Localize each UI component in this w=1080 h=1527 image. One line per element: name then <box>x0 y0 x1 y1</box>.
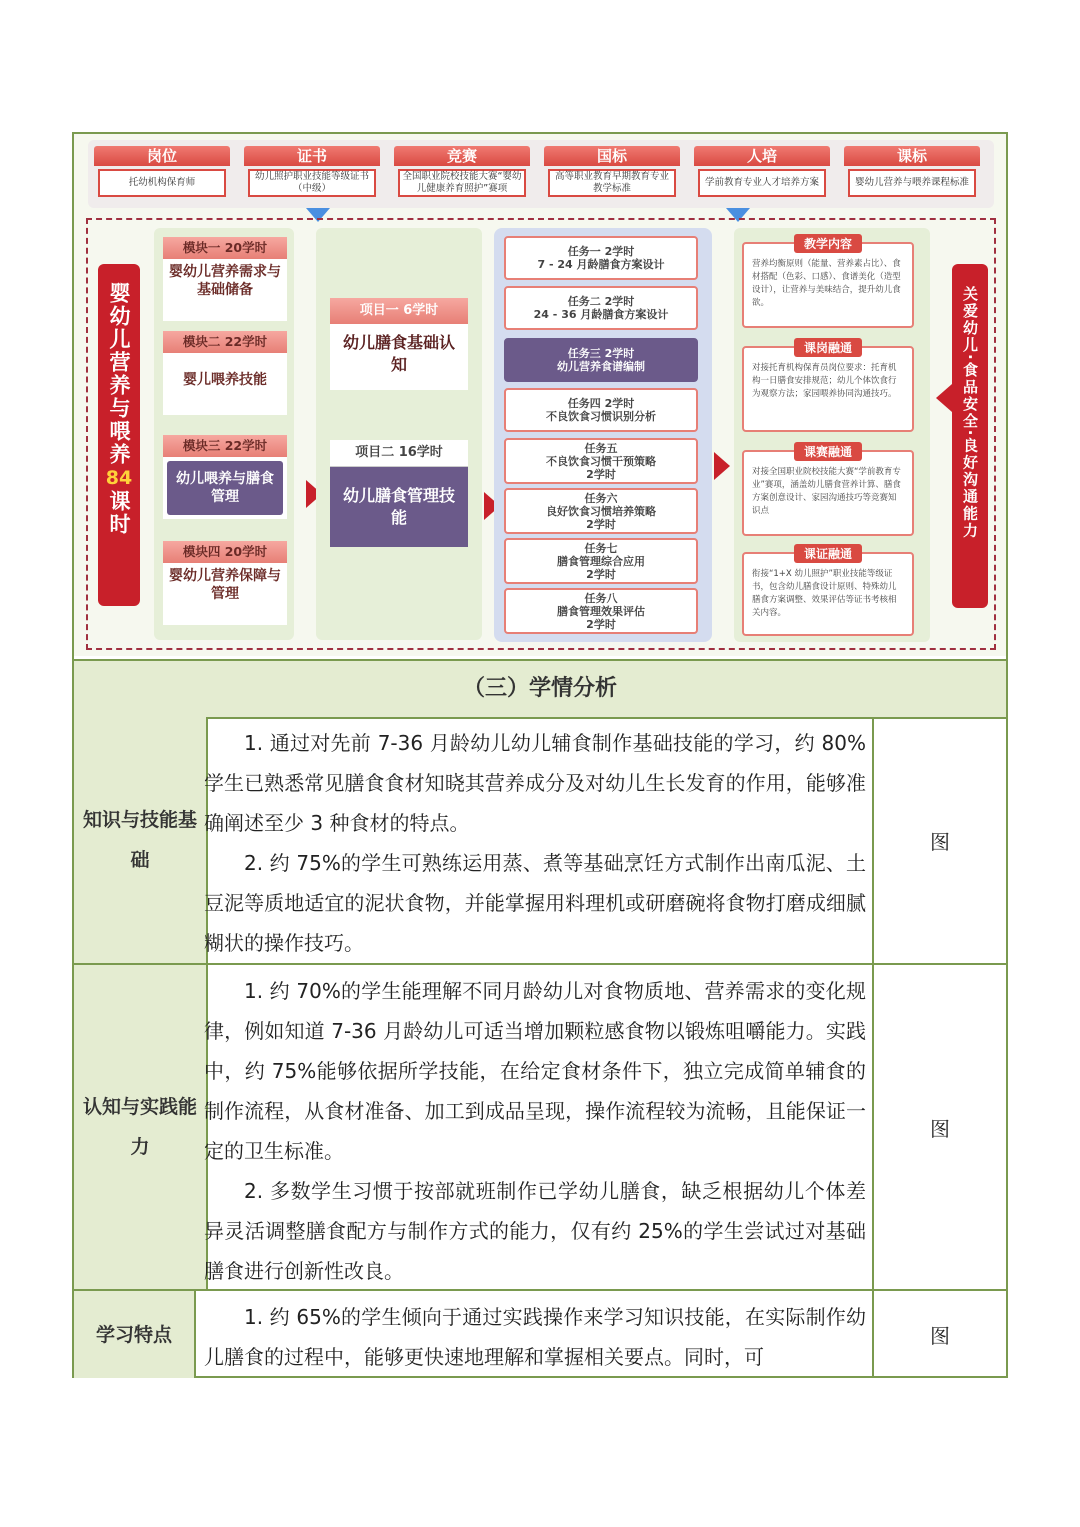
module-card <box>162 236 288 322</box>
info-card <box>742 237 914 328</box>
task-card <box>504 286 698 330</box>
top-card <box>244 146 380 202</box>
info-column <box>734 228 930 642</box>
module-header: 模块四 20学时 <box>163 541 287 563</box>
task-line: 不良饮食习惯识别分析 <box>546 410 656 423</box>
left-banner-number: 84 <box>105 467 133 489</box>
task-line: 良好饮食习惯培养策略 <box>546 504 656 518</box>
top-card-text: 学前教育专业人才培养方案 <box>698 169 826 197</box>
row-paragraph: 1. 约 70%的学生能理解不同月龄幼儿对食物质地、营养需求的变化规律，例如知道 7-36 月龄幼儿可适当增加颗粒感食物以锻炼咀嚼能力。实践中，约 75%能够依据所学技能，在给定食材条件下，独立完成简单辅食的制作流程，从食材准备、加工到成品呈现，操作流程较为流畅，且能保证一定的卫生标准。 <box>204 979 866 1163</box>
task-line: 2学时 <box>586 617 616 631</box>
top-standards-row <box>88 140 994 208</box>
left-banner-text: 婴幼儿营养与喂养 <box>107 282 131 466</box>
task-line: 不良饮食习惯干预策略 <box>546 454 656 468</box>
row-figure-placeholder: 图 <box>930 829 950 854</box>
course-structure-diagram <box>74 134 1006 656</box>
info-text: 对接全国职业院校技能大赛“学前教育专业”赛项，涵盖幼儿膳食营养计算、膳食方案创意设计、家园沟通技巧等竞赛知识点 <box>752 467 901 516</box>
task-line: 任务八 <box>584 591 618 605</box>
top-card-text: 幼儿照护职业技能等级证书（中级） <box>248 169 376 197</box>
project-card <box>330 440 468 546</box>
top-card-text: 高等职业教育早期教育专业教学标准 <box>548 169 676 197</box>
module-body: 婴儿喂养技能 <box>183 372 267 388</box>
row-paragraph: 1. 约 65%的学生倾向于通过实践操作来学习知识技能，在实际制作幼儿膳食的过程中，能够更快速地理解和掌握相关要点。同时，可 <box>204 1305 866 1369</box>
row-text <box>196 717 874 963</box>
row-figure-placeholder: 图 <box>930 1116 950 1141</box>
project-card <box>330 298 468 390</box>
project-header: 项目二 16学时 <box>330 440 468 467</box>
task-line: 2学时 <box>586 567 616 581</box>
row-text <box>196 1291 874 1378</box>
top-card <box>544 146 680 202</box>
table-row <box>74 965 1006 1291</box>
task-card <box>504 388 698 432</box>
top-card-title: 竞赛 <box>394 146 530 166</box>
task-line: 任务五 <box>584 441 618 455</box>
top-card <box>694 146 830 202</box>
task-card <box>504 588 698 634</box>
info-tag: 课岗融通 <box>794 338 862 357</box>
module-card <box>162 434 288 520</box>
tasks-column <box>494 228 712 642</box>
row-label: 认知与实践能力 <box>74 965 208 1289</box>
project-header: 项目一 6学时 <box>330 298 468 324</box>
info-card <box>742 445 914 536</box>
top-card-title: 国标 <box>544 146 680 166</box>
row-paragraph: 2. 多数学生习惯于按部就班制作已学幼儿膳食，缺乏根据幼儿个体差异灵活调整膳食配方与制作方式的能力，仅有约 25%的学生尝试过对基础膳食进行创新性改良。 <box>204 1179 866 1283</box>
module-body: 婴幼儿营养需求与基础储备 <box>169 264 281 298</box>
row-label: 学习特点 <box>74 1291 196 1378</box>
task-card <box>504 538 698 584</box>
left-banner <box>98 264 140 606</box>
task-card <box>504 338 698 382</box>
info-card <box>742 341 914 432</box>
task-line: 7 - 24 月龄膳食方案设计 <box>537 258 665 271</box>
top-card-text: 婴幼儿营养与喂养课程标准 <box>848 169 976 197</box>
info-text: 对接托育机构保育员岗位要求：托育机构一日膳食安排规范；幼儿个体饮食行为观察方法；家园喂养协同沟通技巧。 <box>752 363 897 399</box>
info-tag: 课赛融通 <box>794 442 862 461</box>
module-body: 幼儿喂养与膳食管理 <box>167 461 283 515</box>
table-row <box>74 717 1006 965</box>
info-card <box>742 547 914 636</box>
info-text: 营养均衡原则（能量、营养素占比）、食材搭配（色彩、口感）、食谱美化（造型设计），让营养与美味结合，提升幼儿食欲。 <box>752 259 901 308</box>
row-text <box>196 965 874 1289</box>
top-card-title: 人培 <box>694 146 830 166</box>
right-arrow-icon <box>714 452 730 480</box>
module-body: 婴幼儿营养保障与管理 <box>169 568 281 602</box>
right-banner-text: 关爱幼儿·食品安全·良好沟通能力 <box>961 286 979 540</box>
task-line: 任务二 2学时 <box>567 295 635 308</box>
module-header: 模块一 20学时 <box>163 237 287 259</box>
project-body: 幼儿膳食基础认知 <box>342 333 455 374</box>
task-line: 2学时 <box>586 467 616 481</box>
module-card <box>162 330 288 416</box>
modules-column <box>154 228 294 640</box>
task-line: 24 - 36 月龄膳食方案设计 <box>533 308 669 321</box>
top-card <box>844 146 980 202</box>
module-header: 模块三 22学时 <box>163 435 287 457</box>
task-line: 任务四 2学时 <box>567 397 635 410</box>
module-header: 模块二 22学时 <box>163 331 287 353</box>
table-row <box>74 1291 1006 1378</box>
task-line: 膳食管理效果评估 <box>557 604 645 618</box>
top-card-title: 岗位 <box>94 146 230 166</box>
task-card <box>504 488 698 534</box>
task-line: 任务三 2学时 <box>567 347 635 360</box>
top-card-title: 证书 <box>244 146 380 166</box>
info-text: 衔接“1+X 幼儿照护”职业技能等级证书，包含幼儿膳食设计原则、特殊幼儿膳食方案调整、效果评估等证书考核相关内容。 <box>752 569 897 618</box>
module-card <box>162 540 288 626</box>
info-tag: 教学内容 <box>794 234 862 253</box>
task-card <box>504 438 698 484</box>
task-line: 幼儿营养食谱编制 <box>557 360 645 373</box>
row-paragraph: 1. 通过对先前 7-36 月龄幼儿幼儿辅食制作基础技能的学习，约 80%学生已熟悉常见膳食食材知晓其营养成分及对幼儿生长发育的作用，能够准确阐述至少 3 种食材的特点。 <box>204 731 866 835</box>
task-line: 任务七 <box>584 541 618 555</box>
top-card-text: 全国职业院校技能大赛“婴幼儿健康养育照护”赛项 <box>398 169 526 197</box>
top-card <box>94 146 230 202</box>
row-paragraph: 2. 约 75%的学生可熟练运用蒸、煮等基础烹饪方式制作出南瓜泥、土豆泥等质地适宜的泥状食物，并能掌握用料理机或研磨碗将食物打磨成细腻糊状的操作技巧。 <box>204 851 866 955</box>
row-label: 知识与技能基础 <box>74 717 208 963</box>
task-line: 任务一 2学时 <box>567 245 635 258</box>
top-card <box>394 146 530 202</box>
info-tag: 课证融通 <box>794 544 862 563</box>
project-body: 幼儿膳食管理技能 <box>330 467 468 547</box>
left-banner-unit: 课时 <box>107 490 131 536</box>
projects-column <box>316 228 482 640</box>
section-title: （三）学情分析 <box>74 659 1006 719</box>
row-figure-placeholder: 图 <box>930 1324 950 1348</box>
top-card-text: 托幼机构保育师 <box>98 169 226 197</box>
right-banner <box>952 264 988 608</box>
left-arrow-icon <box>936 384 952 412</box>
top-card-title: 课标 <box>844 146 980 166</box>
task-card <box>504 236 698 280</box>
task-line: 任务六 <box>584 491 618 505</box>
task-line: 膳食管理综合应用 <box>557 554 645 568</box>
task-line: 2学时 <box>586 517 616 531</box>
